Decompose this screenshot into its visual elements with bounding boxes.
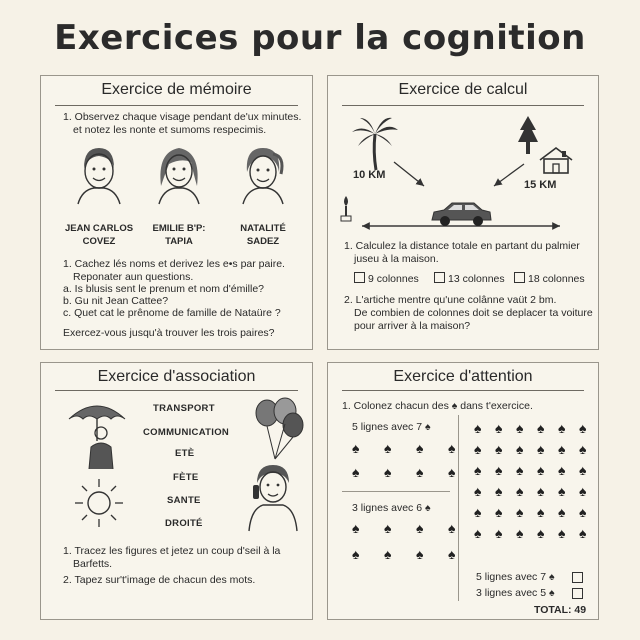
face-caption-1-line1: JEAN CARLOS [64, 223, 134, 234]
attention-panel [327, 362, 599, 620]
spade-mark[interactable]: ♠ [537, 525, 545, 541]
car-icon [428, 200, 494, 230]
association-word-4[interactable]: FÈTE [173, 472, 199, 483]
spade-mark[interactable]: ♠ [579, 504, 587, 520]
spade-mark[interactable]: ♠ [474, 420, 482, 436]
spade-mark[interactable]: ♠ [474, 525, 482, 541]
phone-person-icon [241, 463, 303, 533]
spade-mark[interactable]: ♠ [495, 504, 503, 520]
spade-mark[interactable]: ♠ [558, 462, 566, 478]
spade-mark[interactable]: ♠ [495, 483, 503, 499]
spade-mark[interactable]: ♠ [579, 420, 587, 436]
memory-question-a: a. Is blusis sent le prenum et nom d'émille? [63, 283, 265, 295]
calc-option-3-label: 18 colonnes [528, 273, 585, 285]
calc-option-1[interactable] [354, 272, 419, 286]
spade-mark[interactable]: ♠ [474, 483, 482, 499]
spade-mark[interactable]: ♠ [558, 483, 566, 499]
calc-title: Exercice de calcul [398, 81, 528, 98]
face-woman-icon [153, 142, 205, 204]
attention-divider [342, 390, 584, 391]
spade-mark[interactable]: ♠ [474, 441, 482, 457]
spade-mark[interactable]: ♠ [558, 525, 566, 541]
spade-mark[interactable]: ♠ [537, 420, 545, 436]
calc-question-2c: pour arriver à la maison? [354, 320, 471, 332]
calc-distance-left: 10 KM [353, 169, 386, 181]
association-question-1a: 1. Tracez les figures et jetez un coup d'seil à la [63, 545, 281, 557]
spade-mark[interactable]: ♠ [495, 462, 503, 478]
spade-mark[interactable]: ♠ [516, 504, 524, 520]
spade-mark[interactable]: ♠ [416, 520, 424, 536]
association-word-6[interactable]: DROITÉ [165, 518, 203, 529]
memory-instruction-line2: et notez les nonte et sumoms respecimis. [73, 124, 267, 136]
spade-mark[interactable]: ♠ [558, 420, 566, 436]
face-man-icon [74, 144, 124, 204]
face-caption-2-line2: TAPIA [165, 236, 193, 247]
spade-mark[interactable]: ♠ [495, 525, 503, 541]
calc-question-2a: 2. L'artiche mentre qu'une colânne vaüt 2 bm. [344, 294, 557, 306]
spade-mark[interactable]: ♠ [416, 440, 424, 456]
checkbox-icon[interactable] [434, 272, 445, 283]
attention-label-a: 5 lignes avec 7 ♠ [352, 421, 431, 433]
attention-vertical-divider [458, 415, 459, 601]
spade-mark[interactable]: ♠ [537, 504, 545, 520]
spade-mark[interactable]: ♠ [537, 441, 545, 457]
checkbox-icon[interactable] [514, 272, 525, 283]
association-word-2[interactable]: COMMUNICATION [143, 427, 230, 438]
memory-final-instruction: Exercez-vous jusqu'à trouver les trois paires? [63, 327, 275, 339]
sun-icon [73, 477, 125, 529]
spade-mark[interactable]: ♠ [384, 464, 392, 480]
spade-mark[interactable]: ♠ [416, 464, 424, 480]
memory-divider [55, 105, 298, 106]
spade-mark[interactable]: ♠ [516, 420, 524, 436]
calc-question-1a: 1. Calculez la distance totale en partant du palmier [344, 240, 580, 252]
checkbox-icon[interactable] [354, 272, 365, 283]
spade-mark[interactable]: ♠ [448, 520, 456, 536]
memory-panel [40, 75, 313, 350]
spade-mark[interactable]: ♠ [352, 440, 360, 456]
association-panel [40, 362, 313, 620]
spade-mark[interactable]: ♠ [516, 462, 524, 478]
memory-question-c: c. Quet cat le prênome de famille de Nataüre ? [63, 307, 281, 319]
spade-mark[interactable]: ♠ [516, 483, 524, 499]
memory-instruction-line1: 1. Observez chaque visage pendant de'ux minutes. [63, 111, 302, 123]
face-girl-icon [237, 142, 289, 204]
face-caption-1-line2: COVEZ [82, 236, 116, 247]
spade-mark[interactable]: ♠ [495, 441, 503, 457]
calc-distance-right: 15 KM [524, 179, 557, 191]
spade-mark[interactable]: ♠ [448, 546, 456, 562]
attention-separator [342, 491, 450, 492]
balloons-icon [251, 397, 307, 461]
face-caption-2-line1: EMILIE B'P: [152, 223, 206, 234]
calc-question-2b: De combien de colonnes doit se deplacer ta voiture [354, 307, 593, 319]
attention-label-d: 3 lignes avec 5 ♠ [476, 587, 555, 599]
spade-mark[interactable]: ♠ [516, 441, 524, 457]
calc-option-2-label: 13 colonnes [448, 273, 505, 285]
attention-label-b: 3 lignes avec 6 ♠ [352, 502, 431, 514]
association-word-1[interactable]: TRANSPORT [153, 403, 215, 414]
spade-mark[interactable]: ♠ [558, 441, 566, 457]
association-question-1b: Barfetts. [73, 558, 113, 570]
association-word-5[interactable]: SANTE [167, 495, 201, 506]
face-caption-2 [139, 222, 219, 248]
spade-mark[interactable]: ♠ [352, 520, 360, 536]
calc-option-3[interactable] [514, 272, 585, 286]
memory-title: Exercice de mémoire [101, 81, 252, 98]
spade-mark[interactable]: ♠ [448, 464, 456, 480]
face-caption-3-line2: SADEZ [246, 236, 280, 247]
attention-title: Exercice d'attention [393, 368, 533, 385]
attention-total: TOTAL: 49 [534, 604, 587, 616]
spade-mark[interactable]: ♠ [384, 546, 392, 562]
association-divider [55, 390, 298, 391]
calc-question-1b: juseu à la maison. [354, 253, 439, 265]
checkbox-icon[interactable] [572, 588, 583, 599]
spade-mark[interactable]: ♠ [474, 504, 482, 520]
spade-mark[interactable]: ♠ [448, 440, 456, 456]
attention-instruction: 1. Colonez chacun des ♠ dans t'exercice. [342, 400, 533, 412]
memory-question-1b: Reponater aun questions. [73, 271, 194, 283]
calc-option-2[interactable] [434, 272, 505, 286]
attention-label-c: 5 lignes avec 7 ♠ [476, 571, 555, 583]
small-tree-icon [338, 194, 354, 222]
face-caption-3 [223, 222, 303, 248]
association-word-3[interactable]: ETÈ [175, 448, 195, 459]
spade-mark[interactable]: ♠ [352, 464, 360, 480]
spade-mark[interactable]: ♠ [558, 504, 566, 520]
umbrella-person-icon [65, 399, 129, 469]
page-title: Exercices pour la cognition [54, 18, 586, 58]
spade-mark[interactable]: ♠ [384, 520, 392, 536]
spade-mark[interactable]: ♠ [579, 525, 587, 541]
memory-question-b: b. Gu nit Jean Cattee? [63, 295, 169, 307]
spade-mark[interactable]: ♠ [384, 440, 392, 456]
spade-mark[interactable]: ♠ [579, 441, 587, 457]
checkbox-icon[interactable] [572, 572, 583, 583]
spade-mark[interactable]: ♠ [516, 525, 524, 541]
memory-question-1a: 1. Cachez lés noms et derivez les e•s par paire. [63, 258, 285, 270]
face-caption-3-line1: NATALITÉ [240, 223, 286, 234]
spade-mark[interactable]: ♠ [579, 483, 587, 499]
face-caption-1 [59, 222, 139, 248]
spade-mark[interactable]: ♠ [537, 483, 545, 499]
spade-mark[interactable]: ♠ [579, 462, 587, 478]
association-question-2: 2. Tapez sur't'image de chacun des mots. [63, 574, 256, 586]
association-title: Exercice d'association [97, 368, 256, 385]
spade-mark[interactable]: ♠ [416, 546, 424, 562]
calc-panel [327, 75, 599, 350]
calc-option-1-label: 9 colonnes [368, 273, 419, 285]
spade-mark[interactable]: ♠ [352, 546, 360, 562]
spade-mark[interactable]: ♠ [537, 462, 545, 478]
spade-mark[interactable]: ♠ [474, 462, 482, 478]
spade-mark[interactable]: ♠ [495, 420, 503, 436]
